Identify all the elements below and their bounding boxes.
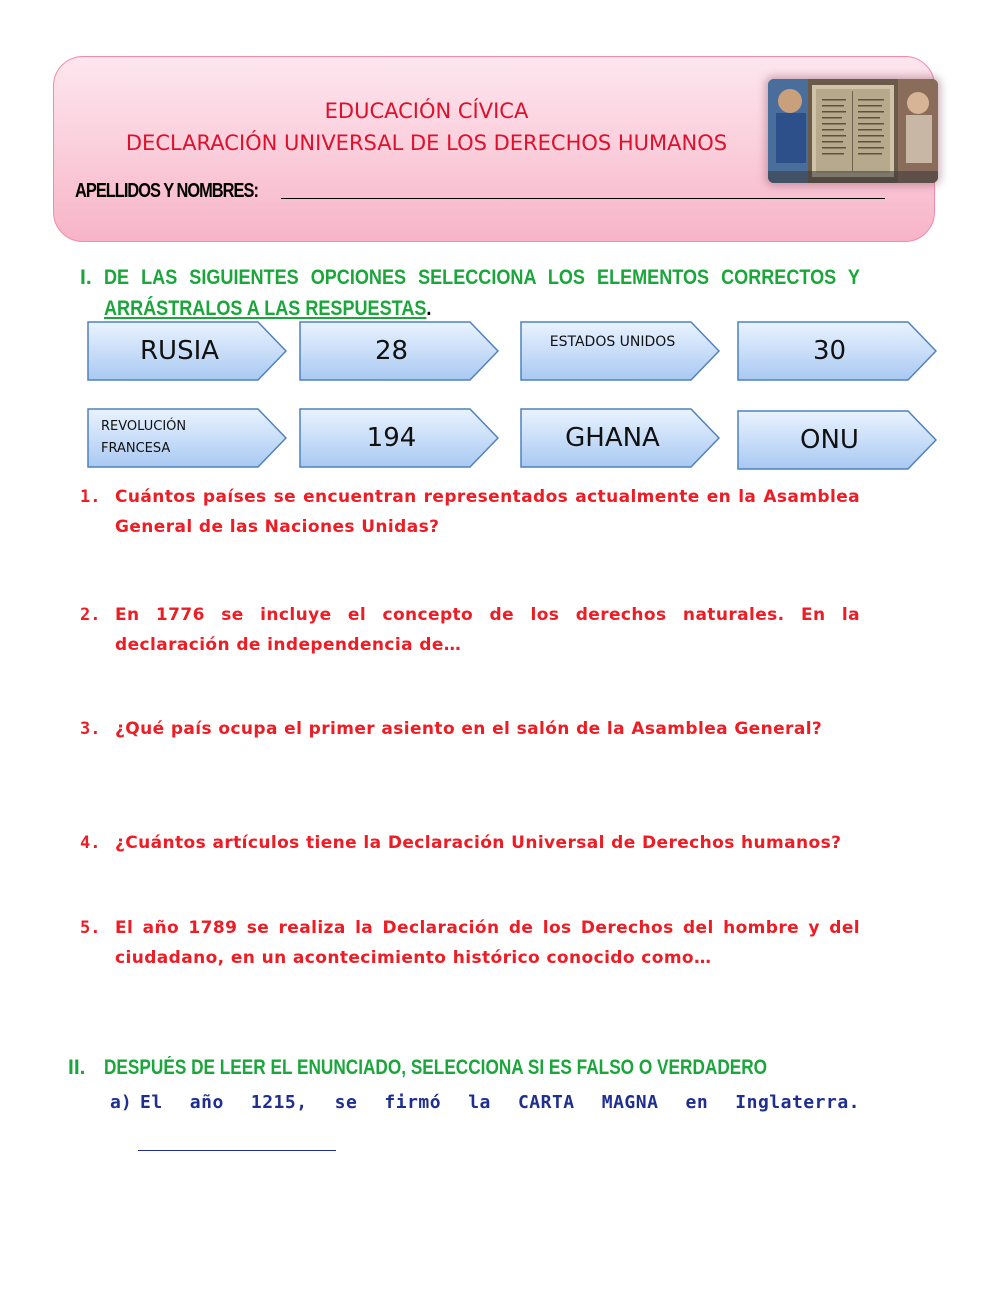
true-false-item-a <box>110 1088 860 1118</box>
option-onu[interactable] <box>737 410 937 470</box>
option-28[interactable] <box>299 321 499 381</box>
section-1-number: I. <box>80 266 92 289</box>
question-number: 3. <box>80 719 101 739</box>
section-1-text <box>104 262 860 324</box>
question-number: 2. <box>80 605 101 625</box>
question-5 <box>80 913 860 973</box>
section-2-text: DESPUÉS DE LEER EL ENUNCIADO, SELECCIONA SI ES FALSO O VERDADERO <box>104 1056 768 1079</box>
option-label: 194 <box>366 423 417 453</box>
question-3 <box>80 714 860 744</box>
option-30[interactable] <box>737 321 937 381</box>
title-topic: DECLARACIÓN UNIVERSAL DE LOS DERECHOS HUMANOS <box>125 131 728 155</box>
item-text: El año 1215, se firmó la CARTA MAGNA en Inglaterra. <box>140 1092 860 1113</box>
option-rusia[interactable] <box>87 321 287 381</box>
question-text: ¿Cuántos artículos tiene la Declaración Universal de Derechos humanos? <box>115 833 842 853</box>
name-answer-line <box>281 198 885 199</box>
header-card <box>53 56 935 242</box>
question-text: ¿Qué país ocupa el primer asiento en el salón de la Asamblea General? <box>115 719 823 739</box>
section-1-text-end: . <box>426 297 432 320</box>
question-2 <box>80 600 860 660</box>
section-1-text-part1: DE LAS SIGUIENTES OPCIONES SELECCIONA LOS ELEMENTOS CORRECTOS Y <box>104 266 860 289</box>
name-label: APELLIDOS Y NOMBRES: <box>75 180 258 202</box>
option-estados-unidos[interactable] <box>520 321 720 381</box>
option-label: ESTADOS UNIDOS <box>549 334 676 350</box>
question-1 <box>80 482 860 542</box>
item-letter: a) <box>110 1092 132 1113</box>
item-a-answer-blank[interactable] <box>138 1150 336 1151</box>
section-1-text-part2: ARRÁSTRALOS A LAS RESPUESTAS <box>104 297 427 320</box>
name-row <box>75 175 885 203</box>
option-ghana[interactable] <box>520 408 720 468</box>
option-label: 28 <box>374 336 409 366</box>
question-4 <box>80 828 860 858</box>
option-label: GHANA <box>565 423 660 453</box>
option-194[interactable] <box>299 408 499 468</box>
option-label: REVOLUCIÓN FRANCESA <box>101 419 187 456</box>
option-label: 30 <box>812 336 847 366</box>
question-text: En 1776 se incluye el concepto de los derechos naturales. En la declaración de independencia de… <box>115 605 860 655</box>
question-number: 1. <box>80 487 101 507</box>
question-text: El año 1789 se realiza la Declaración de los Derechos del hombre y del ciudadano, en un acontecimiento histórico conocido como… <box>115 918 860 968</box>
section-1-instruction <box>80 262 860 324</box>
declaration-image <box>768 79 938 183</box>
question-text: Cuántos países se encuentran representados actualmente en la Asamblea General de las Naciones Unidas? <box>115 487 860 537</box>
section-2-number: II. <box>68 1056 86 1079</box>
option-revolucion-francesa[interactable] <box>87 408 287 468</box>
title-subject: EDUCACIÓN CÍVICA <box>324 99 529 123</box>
option-label: ONU <box>800 425 859 455</box>
question-number: 5. <box>80 918 101 938</box>
option-label: RUSIA <box>139 336 220 366</box>
question-number: 4. <box>80 833 101 853</box>
